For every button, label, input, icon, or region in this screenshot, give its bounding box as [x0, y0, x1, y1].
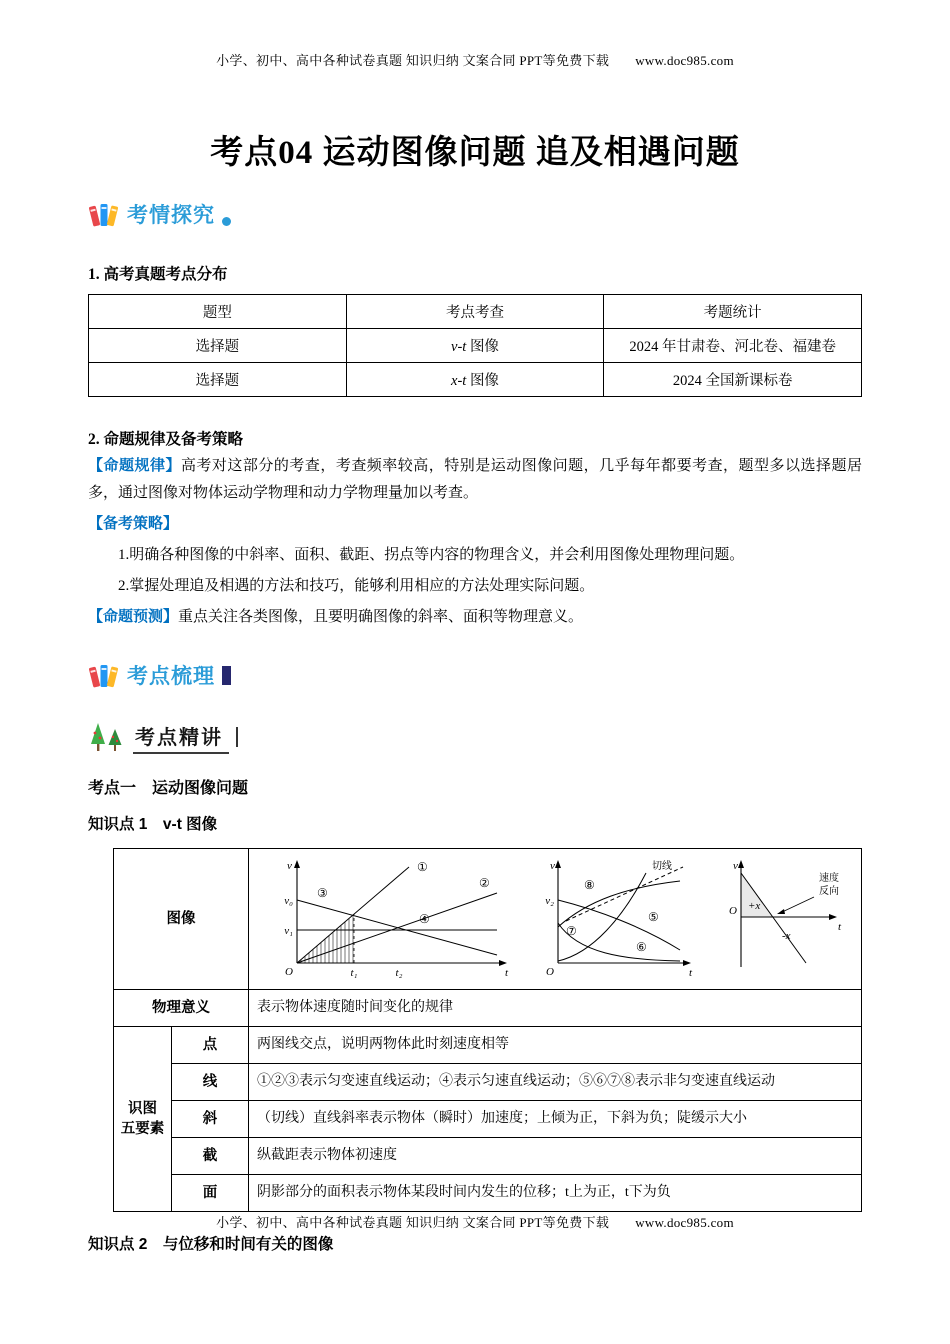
- graph3-velocity-line: [741, 873, 806, 963]
- cell-statistics: 2024 年甘肃卷、河北卷、福建卷: [604, 329, 862, 363]
- badge-dot-icon: [222, 217, 231, 226]
- graph2-origin-label: O: [545, 966, 554, 978]
- graph1-line1-number: ①: [417, 860, 428, 874]
- cursor-block-icon: [222, 666, 231, 685]
- col-header-question-type: 题型: [89, 295, 347, 329]
- paragraph-prep-label: [88, 511, 862, 538]
- header-text: 小学、初中、高中各种试卷真题 知识归纳 文案合同 PPT等免费下载: [216, 53, 610, 68]
- row-key-point: 点: [172, 1027, 249, 1064]
- vt-table-point-row: [114, 1027, 862, 1064]
- books-icon: [88, 199, 120, 229]
- badge-exam-explore-label: 考情探究: [127, 204, 215, 227]
- label-prep: 【备考策略】: [88, 516, 179, 532]
- graph1-t-label: t: [505, 967, 509, 979]
- badge-lecture: [88, 719, 862, 755]
- graph3-note-line2: 反向: [819, 886, 839, 897]
- cell-area-text: 阴影部分的面积表示物体某段时间内发生的位移；t上为正，t下为负: [249, 1175, 862, 1212]
- knowledge-point-1-heading: 知识点 1 v-t 图像: [88, 816, 218, 833]
- header-url: www.doc985.com: [635, 53, 734, 68]
- graphs-wrap: [259, 853, 851, 985]
- trees-icon: [88, 721, 126, 753]
- graph1-line3-number: ③: [317, 886, 328, 900]
- cell-question-type: 选择题: [89, 363, 347, 397]
- paragraph-predict: [88, 604, 862, 631]
- graph3-v-label: v: [733, 860, 738, 872]
- vt-table-line-row: [114, 1064, 862, 1101]
- graph-label: 图像: [466, 339, 499, 355]
- cell-statistics: 2024 全国新课标卷: [604, 363, 862, 397]
- graph1-v0-label: v₀: [284, 895, 293, 907]
- vt-graph-reversal: [716, 855, 851, 983]
- row-key-line: 线: [172, 1064, 249, 1101]
- graphs-cell: [249, 849, 862, 990]
- page-header: [0, 50, 950, 69]
- vt-table-area-row: [114, 1175, 862, 1212]
- row-key-intercept: 截: [172, 1138, 249, 1175]
- row-label-five-elements: [114, 1027, 172, 1212]
- cell-intercept-text: 纵截距表示物体初速度: [249, 1138, 862, 1175]
- graph2-v-label: v: [549, 860, 555, 872]
- graph1-t1-label: t₁: [350, 967, 358, 979]
- cell-exam-point: [346, 329, 604, 363]
- topic1-heading: 考点一 运动图像问题: [88, 780, 249, 797]
- col-header-exam-point: 考点考查: [346, 295, 604, 329]
- section1-heading: 1. 高考真题考点分布: [88, 266, 228, 283]
- cell-line-text: ①②③表示匀变速直线运动；④表示匀速直线运动；⑤⑥⑦⑧表示非匀变速直线运动: [249, 1064, 862, 1101]
- graph2-axes: [558, 865, 686, 963]
- page-content: [88, 196, 862, 1254]
- five-elements-line1: 识图: [128, 1101, 157, 1117]
- badge-outline: [88, 657, 862, 693]
- exam-table-row-2: [89, 363, 862, 397]
- vt-table-meaning-row: [114, 990, 862, 1027]
- row-key-area: 面: [172, 1175, 249, 1212]
- graph2-curve7-number: ⑦: [565, 924, 577, 938]
- note-arrow: [780, 897, 814, 913]
- graph1-v1-label: v₁: [284, 925, 293, 937]
- graph2-v2-label: v₂: [544, 895, 554, 907]
- graph1-t2-label: t₂: [395, 967, 403, 979]
- graph2-curve5-number: ⑤: [647, 910, 659, 924]
- graph3-minus-x-label: -x: [782, 930, 791, 942]
- graph1-line4-number: ④: [419, 912, 430, 926]
- vt-table-intercept-row: [114, 1138, 862, 1175]
- graph2-curve8-number: ⑧: [583, 878, 595, 892]
- text-predict: 重点关注各类图像，且要明确图像的斜率、面积等物理意义。: [178, 609, 584, 625]
- graph1-v-label: v: [287, 860, 292, 872]
- graph2-t-label: t: [688, 967, 692, 979]
- exam-distribution-table: [88, 294, 862, 397]
- graph2-curves: [558, 867, 683, 961]
- exam-table-header-row: [89, 295, 862, 329]
- row-key-slope: 斜: [172, 1101, 249, 1138]
- graph-symbol: x-t: [451, 373, 467, 389]
- paragraph-law: [88, 453, 862, 507]
- graph2-tangent-label: 切线: [651, 861, 672, 872]
- prep-item-1: 1.明确各种图像的中斜率、面积、截距、拐点等内容的物理含义，并会利用图像处理物理问题。: [118, 547, 745, 563]
- footer-url: www.doc985.com: [635, 1215, 734, 1230]
- cell-question-type: 选择题: [89, 329, 347, 363]
- row-label-meaning: 物理意义: [114, 990, 249, 1027]
- prep-item-2: 2.掌握处理追及相遇的方法和技巧，能够利用相应的方法处理实际问题。: [118, 578, 595, 594]
- exam-table-row-1: [89, 329, 862, 363]
- vt-table-image-row: [114, 849, 862, 990]
- footer-text: 小学、初中、高中各种试卷真题 知识归纳 文案合同 PPT等免费下载: [216, 1215, 610, 1230]
- col-header-statistics: 考题统计: [604, 295, 862, 329]
- vt-graph-table: [113, 848, 862, 1212]
- graph-symbol: v-t: [451, 339, 467, 355]
- graph-label: 图像: [466, 373, 499, 389]
- vt-graph-uniform-lines: [259, 855, 509, 983]
- five-elements-line2: 五要素: [120, 1121, 165, 1137]
- page-title: 考点04 运动图像问题 追及相遇问题: [210, 135, 740, 171]
- cell-exam-point: [346, 363, 604, 397]
- badge-exam-explore: [88, 196, 862, 232]
- cell-point-text: 两图线交点，说明两物体此时刻速度相等: [249, 1027, 862, 1064]
- graph1-origin-label: O: [285, 966, 293, 978]
- graph3-note-line1: 速度: [819, 873, 839, 884]
- knowledge-point-2-heading: 知识点 2 与位移和时间有关的图像: [88, 1236, 334, 1253]
- vt-table-slope-row: [114, 1101, 862, 1138]
- badge-outline-label: 考点梳理: [127, 665, 215, 688]
- vt-graph-curves: [528, 855, 698, 983]
- graph3-t-label: t: [838, 921, 842, 933]
- badge-lecture-label: 考点精讲: [133, 721, 229, 754]
- label-predict: 【命题预测】: [88, 609, 179, 625]
- books-icon: [88, 660, 120, 690]
- label-law: 【命题规律】: [88, 458, 181, 474]
- cursor-line-icon: [236, 727, 238, 747]
- graph3-plus-x-label: +x: [748, 900, 761, 912]
- section2-heading: 2. 命题规律及备考策略: [88, 431, 244, 448]
- cell-slope-text: （切线）直线斜率表示物体（瞬时）加速度；上倾为正，下斜为负；陡缓示大小: [249, 1101, 862, 1138]
- page-footer: [0, 1212, 950, 1231]
- graph1-line2-number: ②: [479, 876, 490, 890]
- graph2-curve6-number: ⑥: [635, 940, 647, 954]
- cell-meaning-text: 表示物体速度随时间变化的规律: [249, 990, 862, 1027]
- text-law: 高考对这部分的考查，考查频率较高，特别是运动图像问题，几乎每年都要考查，题型多以选择题居多，通过图像对物体运动学物理和动力学物理量加以考查。: [88, 458, 862, 501]
- graph3-origin-label: O: [729, 905, 737, 917]
- row-label-image: 图像: [114, 849, 249, 990]
